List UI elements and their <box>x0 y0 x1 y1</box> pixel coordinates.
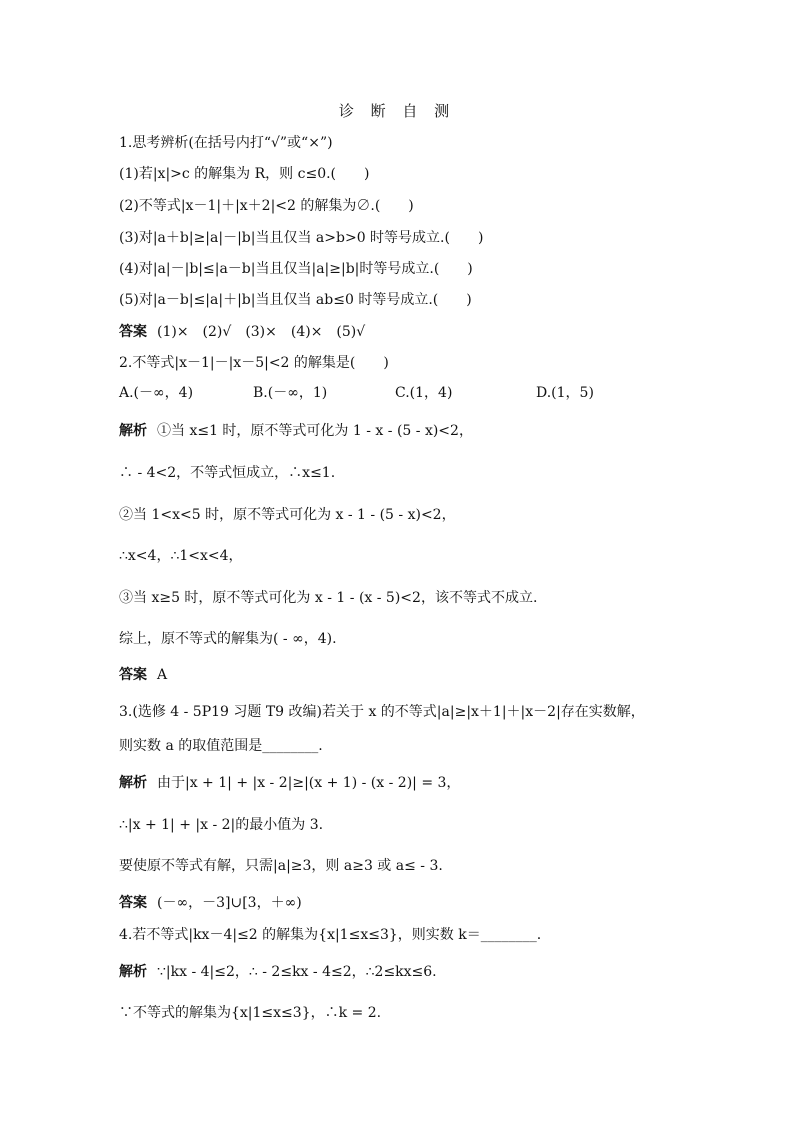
question-2-analysis-line-5: ③当 x≥5 时，原不等式可化为 x - 1 - (x - 5)<2，该不等式不成立. <box>119 590 538 606</box>
question-3-analysis-line-2: ∴|x + 1| + |x - 2|的最小值为 3. <box>119 817 324 833</box>
question-4-stem: 4.若不等式|kx－4|≤2 的解集为{x|1≤x≤3}，则实数 k＝________. <box>119 927 542 943</box>
question-3-stem-line-2: 则实数 a 的取值范围是________. <box>119 738 323 754</box>
question-2-answer <box>119 665 167 685</box>
question-2-analysis-line-4: ∴x<4，∴1<x<4， <box>119 548 243 564</box>
question-2-analysis-line-6: 综上，原不等式的解集为( - ∞，4). <box>119 631 337 647</box>
question-1-answer <box>119 322 365 342</box>
question-4-analysis-line-2: ∵不等式的解集为{x|1≤x≤3}，∴k = 2. <box>119 1005 382 1021</box>
answer-text: A <box>157 667 168 683</box>
question-3-stem-line-1: 3.(选修 4 - 5P19 习题 T9 改编)若关于 x 的不等式|a|≥|x＋1|＋|x－2|存在实数解， <box>119 704 645 720</box>
answer-text: (1)× (2)√ (3)× (4)× (5)√ <box>157 324 366 340</box>
analysis-label: 解析 <box>119 423 147 439</box>
answer-label: 答案 <box>119 667 147 683</box>
analysis-text: ①当 x≤1 时，原不等式可化为 1 - x - (5 - x)<2， <box>157 423 473 439</box>
analysis-label: 解析 <box>119 964 147 980</box>
question-1-item-3: (3)对|a＋b|≥|a|－|b|当且仅当 a>b>0 时等号成立.( ) <box>119 230 484 246</box>
question-1-item-2: (2)不等式|x－1|＋|x＋2|<2 的解集为∅.( ) <box>119 198 414 214</box>
question-1-item-4: (4)对|a|－|b|≤|a－b|当且仅当|a|≥|b|时等号成立.( ) <box>119 261 473 277</box>
question-1-item-1: (1)若|x|>c 的解集为 R，则 c≤0.( ) <box>119 166 370 182</box>
question-2-analysis-line-1 <box>119 421 473 441</box>
analysis-text: ∵|kx - 4|≤2，∴ - 2≤kx - 4≤2，∴2≤kx≤6. <box>157 964 437 980</box>
option-c: C.(1，4) <box>395 385 453 401</box>
question-3-analysis-line-1 <box>119 773 460 793</box>
answer-text: (－∞，－3]∪[3，＋∞) <box>157 895 302 911</box>
analysis-label: 解析 <box>119 775 147 791</box>
question-3-analysis-line-3: 要使原不等式有解，只需|a|≥3，则 a≥3 或 a≤ - 3. <box>119 858 443 874</box>
question-2-analysis-line-2: ∴ - 4<2，不等式恒成立，∴x≤1. <box>119 465 336 481</box>
option-d: D.(1，5) <box>536 385 594 401</box>
question-1-stem: 1.思考辨析(在括号内打“√”或“×”) <box>119 135 333 151</box>
answer-label: 答案 <box>119 324 147 340</box>
question-4-analysis-line-1 <box>119 962 437 982</box>
question-2-stem: 2.不等式|x－1|－|x－5|<2 的解集是( ) <box>119 355 389 371</box>
analysis-text: 由于|x + 1| + |x - 2|≥|(x + 1) - (x - 2)| = 3， <box>157 775 461 791</box>
question-2-analysis-line-3: ②当 1<x<5 时，原不等式可化为 x - 1 - (5 - x)<2， <box>119 507 456 523</box>
option-a: A.(－∞，4) <box>119 385 194 401</box>
question-3-answer <box>119 893 302 913</box>
section-title: 诊 断 自 测 <box>338 102 456 120</box>
question-1-item-5: (5)对|a－b|≤|a|＋|b|当且仅当 ab≤0 时等号成立.( ) <box>119 292 472 308</box>
option-b: B.(－∞，1) <box>253 385 328 401</box>
answer-label: 答案 <box>119 895 147 911</box>
